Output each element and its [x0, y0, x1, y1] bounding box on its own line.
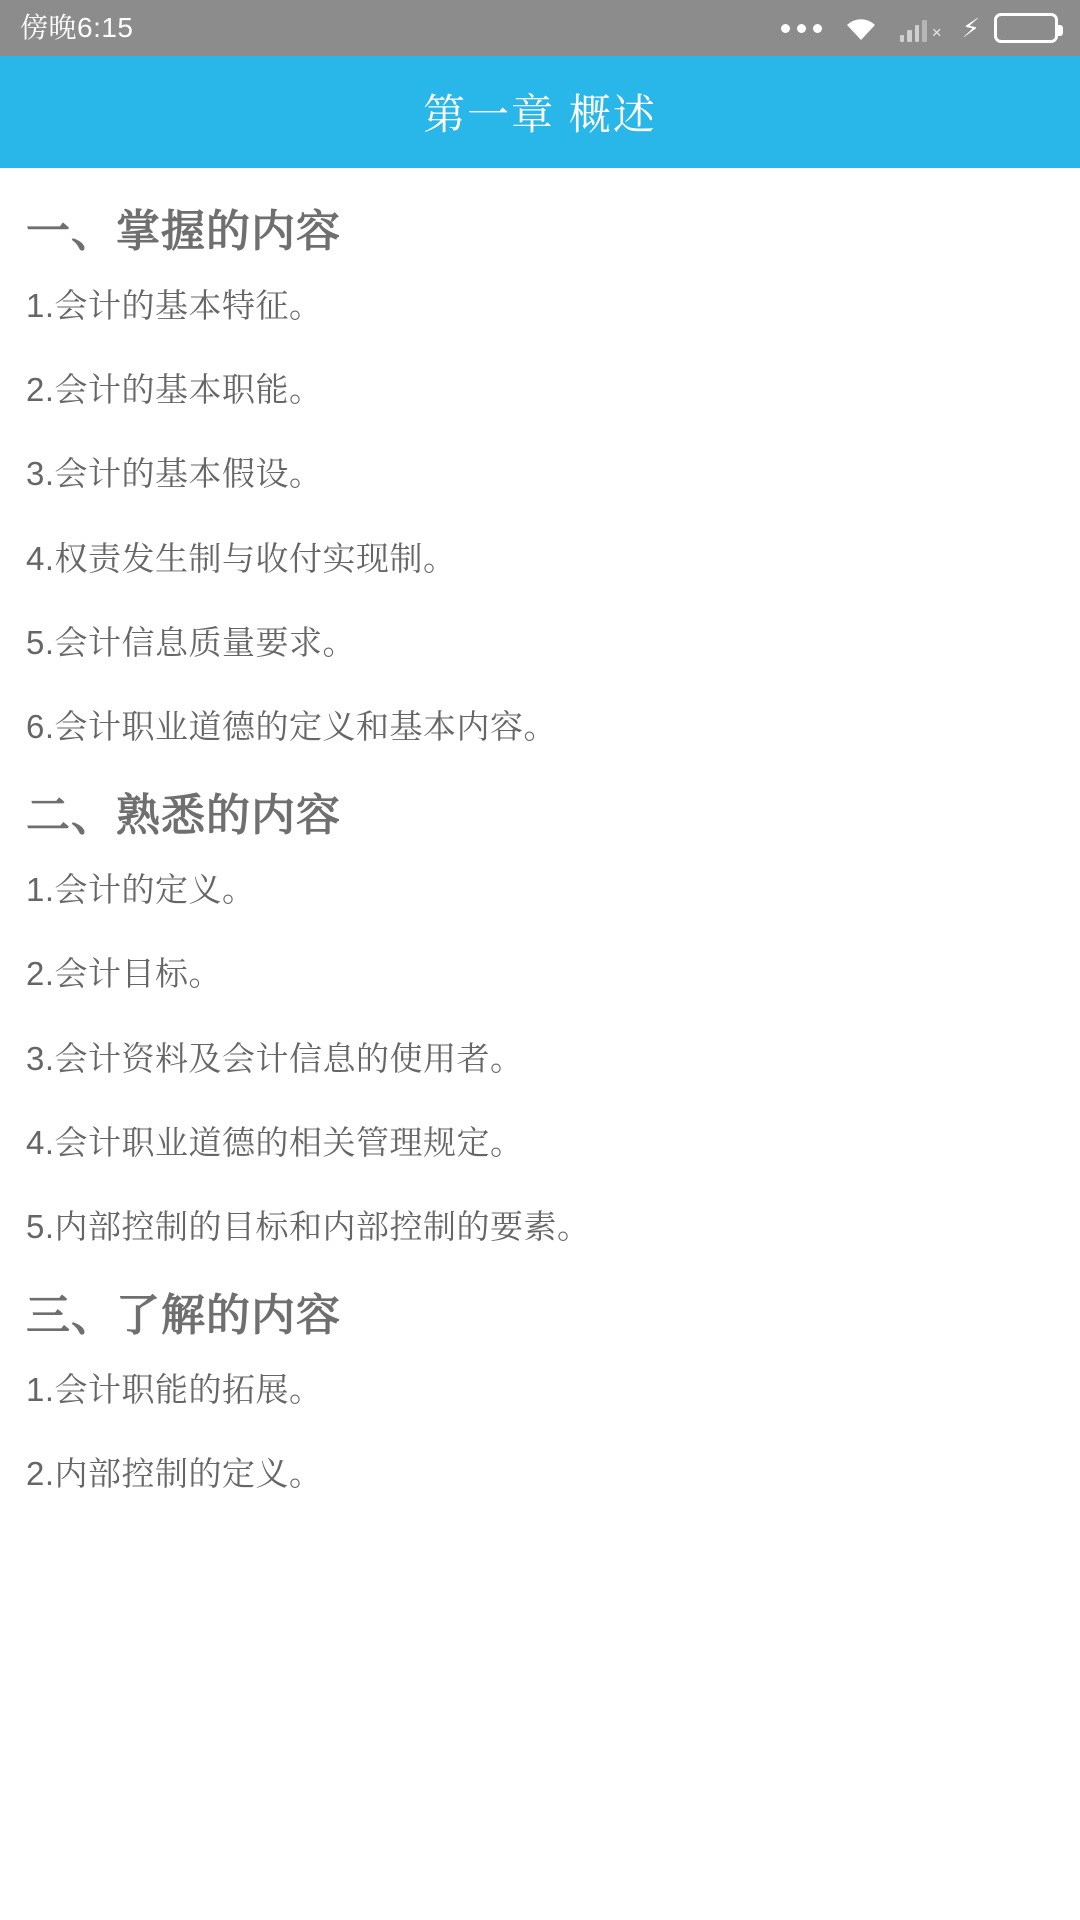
section-heading: 二、熟悉的内容: [26, 791, 341, 841]
list-item: 1.会计职能的拓展。: [26, 1371, 323, 1409]
signal-bars-icon: [900, 14, 942, 42]
list-item: 1.会计的基本特征。: [26, 286, 323, 324]
list-item: 4.权责发生制与收付实现制。: [26, 539, 457, 577]
list-item: 5.会计信息质量要求。: [26, 623, 357, 661]
list-item: 6.会计职业道德的定义和基本内容。: [26, 708, 558, 746]
app-bar: [0, 56, 1080, 168]
battery-icon: [994, 13, 1058, 43]
list-item: 3.会计资料及会计信息的使用者。: [26, 1039, 524, 1077]
status-clock: 傍晚6:15: [20, 12, 134, 43]
section-heading: 三、了解的内容: [26, 1291, 341, 1341]
list-item: 4.会计职业道德的相关管理规定。: [26, 1123, 524, 1161]
list-item: 1.会计的定义。: [26, 871, 256, 909]
signal-no-service-badge: ×: [931, 23, 942, 42]
more-dots-icon: [781, 24, 822, 33]
content-area: [0, 168, 1080, 1495]
section-block: [26, 1290, 1054, 1494]
list-item: 5.内部控制的目标和内部控制的要素。: [26, 1208, 591, 1246]
list-item: 2.会计的基本职能。: [26, 371, 323, 409]
section-heading: 一、掌握的内容: [26, 207, 341, 256]
wifi-icon: [842, 14, 880, 42]
status-bar: [0, 0, 1080, 56]
status-icons: [781, 13, 1058, 43]
section-block: [26, 790, 1054, 1247]
section-block: [26, 206, 1054, 747]
charging-bolt-icon: ⚡: [961, 13, 980, 43]
list-item: 2.内部控制的定义。: [26, 1455, 323, 1493]
list-item: 3.会计的基本假设。: [26, 455, 323, 493]
page-title: 第一章 概述: [423, 91, 657, 138]
list-item: 2.会计目标。: [26, 955, 223, 993]
